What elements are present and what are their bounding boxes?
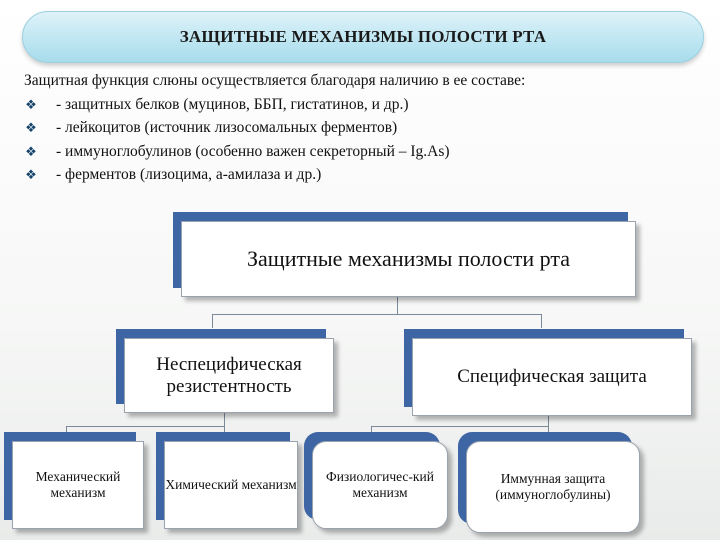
connector-physiological-up (371, 426, 372, 440)
connector-level1-bar (212, 314, 542, 315)
page-title: ЗАЩИТНЫЕ МЕХАНИЗМЫ ПОЛОСТИ РТА (179, 27, 547, 46)
immune-box (466, 441, 640, 533)
bullet-text: - ферментов (лизоцима, а-амилаза и др.) (56, 166, 322, 183)
intro-block (24, 69, 714, 187)
root-box-label: Защитные механизмы полости рта (247, 246, 570, 271)
chemical-box (164, 441, 298, 529)
connector-chemical-up (224, 426, 225, 440)
specific-box-label: Специфическая защита (457, 366, 647, 387)
connector-immune-up (548, 426, 549, 440)
connector-nonspecific-down (224, 411, 225, 427)
diamond-bullet-icon: ❖ (25, 167, 37, 182)
nonspecific-box (124, 338, 334, 413)
connector-root-down (397, 295, 398, 315)
nonspecific-box-label: Неспецифическая резистентность (156, 353, 302, 397)
bullet-text: - защитных белков (муцинов, ББП, гистатинов, и др.) (56, 95, 409, 113)
diamond-bullet-icon: ❖ (25, 143, 37, 159)
bullet-item (24, 116, 714, 140)
bullet-item (24, 93, 714, 117)
bullet-item (24, 163, 714, 187)
diamond-bullet-icon: ❖ (25, 120, 37, 135)
bullet-item (24, 140, 714, 164)
mechanical-box-label: Механический механизм (35, 469, 121, 500)
intro-text: Защитная функция слюны осуществляется благодаря наличию в ее составе: (24, 72, 526, 89)
connector-mechanical-up (66, 426, 67, 440)
title-banner (22, 11, 704, 63)
immune-box-label: Иммунная защита (иммуноглобулины) (495, 471, 611, 502)
physiological-box (312, 441, 448, 529)
mechanical-box (12, 441, 144, 529)
diamond-bullet-icon: ❖ (25, 96, 37, 112)
connector-level2-right-bar (371, 426, 549, 427)
connector-nonspecific-up (212, 314, 213, 328)
bullet-text: - иммуноглобулинов (особенно важен секреторный – Ig.As) (56, 142, 450, 160)
chemical-box-label: Химический механизм (165, 477, 297, 492)
bullet-text: - лейкоцитов (источник лизосомальных ферментов) (56, 119, 398, 136)
physiological-box-label: Физиологичес-кий механизм (326, 469, 434, 500)
specific-box (412, 338, 692, 416)
connector-level2-left-bar (66, 426, 225, 427)
root-box (181, 221, 636, 297)
connector-specific-up (541, 314, 542, 328)
